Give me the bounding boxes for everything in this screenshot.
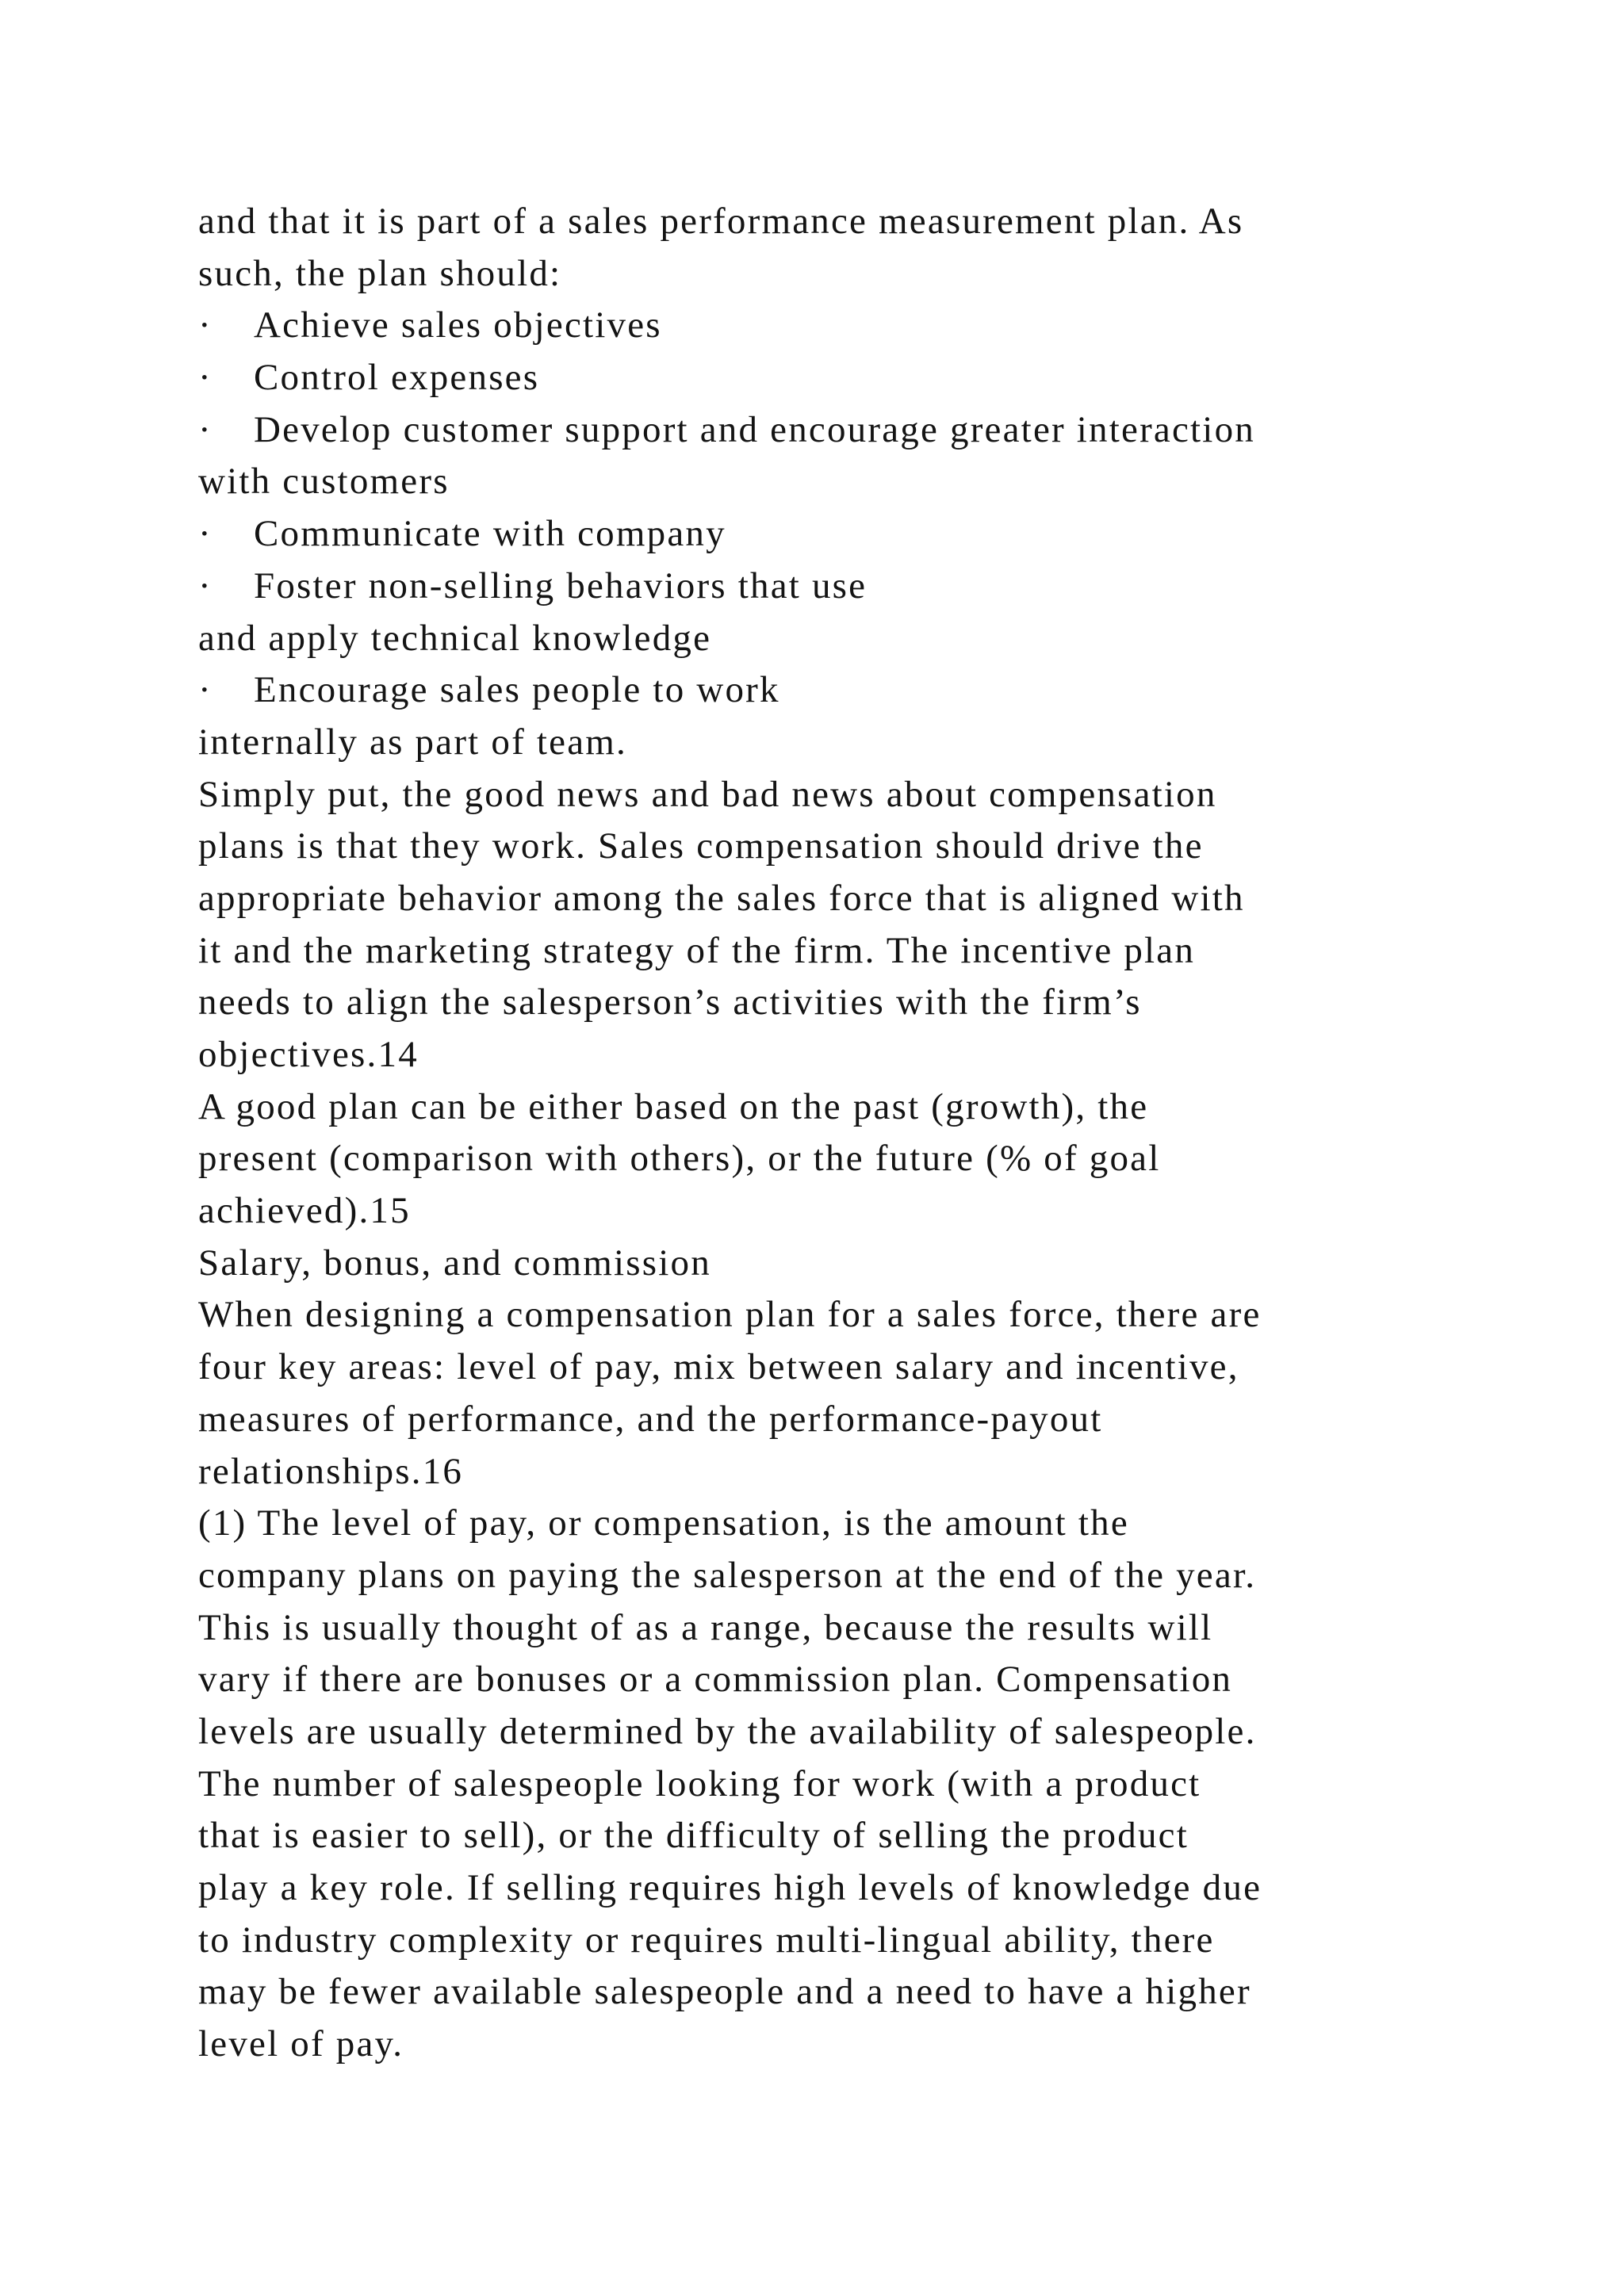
text-line <box>198 1550 1483 1602</box>
line-text: such, the plan should: <box>198 252 562 294</box>
text-line <box>198 2019 1483 2071</box>
text-line <box>198 456 1483 508</box>
text-line <box>198 873 1483 925</box>
line-text: and apply technical knowledge <box>198 617 712 659</box>
text-line <box>198 821 1483 873</box>
line-text: The number of salespeople looking for work (with a product <box>198 1762 1201 1804</box>
bullet-item <box>198 352 1483 404</box>
text-line <box>198 613 1483 665</box>
line-text: objectives.14 <box>198 1034 419 1075</box>
text-line <box>198 1862 1483 1915</box>
text-line <box>198 1289 1483 1341</box>
line-text: internally as part of team. <box>198 721 627 763</box>
bullet-item <box>198 508 1483 561</box>
bullet-dot: · <box>198 408 213 450</box>
text-line <box>198 1602 1483 1655</box>
line-text: Simply put, the good news and bad news about compensation <box>198 773 1217 815</box>
line-text: Encourage sales people to work <box>254 669 780 711</box>
line-text: Salary, bonus, and commission <box>198 1242 711 1284</box>
text-line <box>198 1654 1483 1706</box>
line-text: vary if there are bonuses or a commission plan. Compensation <box>198 1659 1233 1701</box>
text-line <box>198 977 1483 1029</box>
text-line <box>198 1185 1483 1238</box>
text-line <box>198 248 1483 300</box>
line-text: it and the marketing strategy of the firm. The incentive plan <box>198 929 1196 971</box>
line-text: This is usually thought of as a range, because the results will <box>198 1606 1213 1648</box>
line-text: Achieve sales objectives <box>254 304 662 346</box>
text-line <box>198 1966 1483 2019</box>
text-line <box>198 1394 1483 1446</box>
bullet-item <box>198 300 1483 352</box>
line-text: may be fewer available salespeople and a need to have a higher <box>198 1971 1251 2013</box>
text-line <box>198 1758 1483 1811</box>
line-text: level of pay. <box>198 2023 404 2065</box>
text-line <box>198 1915 1483 1967</box>
text-line <box>198 769 1483 821</box>
line-text: to industry complexity or requires multi-lingual ability, there <box>198 1919 1215 1961</box>
text-line <box>198 717 1483 769</box>
line-text: measures of performance, and the performance-payout <box>198 1398 1103 1440</box>
line-text: A good plan can be either based on the past (growth), the <box>198 1085 1149 1127</box>
line-text: and that it is part of a sales performance measurement plan. As <box>198 201 1244 242</box>
document-page <box>198 196 1483 2071</box>
line-text: Foster non-selling behaviors that use <box>254 564 868 607</box>
text-line <box>198 1498 1483 1550</box>
line-text: company plans on paying the salesperson at the end of the year. <box>198 1554 1257 1596</box>
text-line <box>198 1341 1483 1394</box>
line-text: four key areas: level of pay, mix between salary and incentive, <box>198 1346 1239 1388</box>
bullet-dot: · <box>198 357 213 399</box>
line-text: When designing a compensation plan for a sales force, there are <box>198 1294 1262 1336</box>
bullet-dot: · <box>198 513 213 555</box>
bullet-item <box>198 404 1483 457</box>
bullet-item <box>198 561 1483 613</box>
line-text: play a key role. If selling requires high levels of knowledge due <box>198 1867 1262 1908</box>
text-line <box>198 1706 1483 1758</box>
text-line <box>198 1081 1483 1134</box>
bullet-dot: · <box>198 304 213 346</box>
line-text: with customers <box>198 461 450 503</box>
line-text: achieved).15 <box>198 1190 411 1232</box>
line-text: levels are usually determined by the availability of salespeople. <box>198 1710 1257 1752</box>
line-text: relationships.16 <box>198 1450 464 1492</box>
line-text: (1) The level of pay, or compensation, is the amount the <box>198 1502 1129 1544</box>
bullet-item <box>198 664 1483 717</box>
line-text: needs to align the salesperson’s activities with the firm’s <box>198 982 1142 1024</box>
line-text: Communicate with company <box>254 513 726 555</box>
line-text: present (comparison with others), or the future (% of goal <box>198 1138 1161 1180</box>
line-text: that is easier to sell), or the difficulty of selling the product <box>198 1815 1189 1857</box>
line-text: appropriate behavior among the sales force that is aligned with <box>198 877 1245 919</box>
line-text: Control expenses <box>254 357 540 399</box>
text-line <box>198 1810 1483 1862</box>
text-line <box>198 1446 1483 1498</box>
text-line <box>198 1133 1483 1185</box>
bullet-dot: · <box>198 669 213 711</box>
line-text: Develop customer support and encourage greater interaction <box>254 408 1255 450</box>
text-line <box>198 925 1483 978</box>
text-line <box>198 196 1483 248</box>
text-line <box>198 1238 1483 1290</box>
text-line <box>198 1029 1483 1081</box>
bullet-dot: · <box>198 564 213 607</box>
line-text: plans is that they work. Sales compensation should drive the <box>198 825 1204 867</box>
